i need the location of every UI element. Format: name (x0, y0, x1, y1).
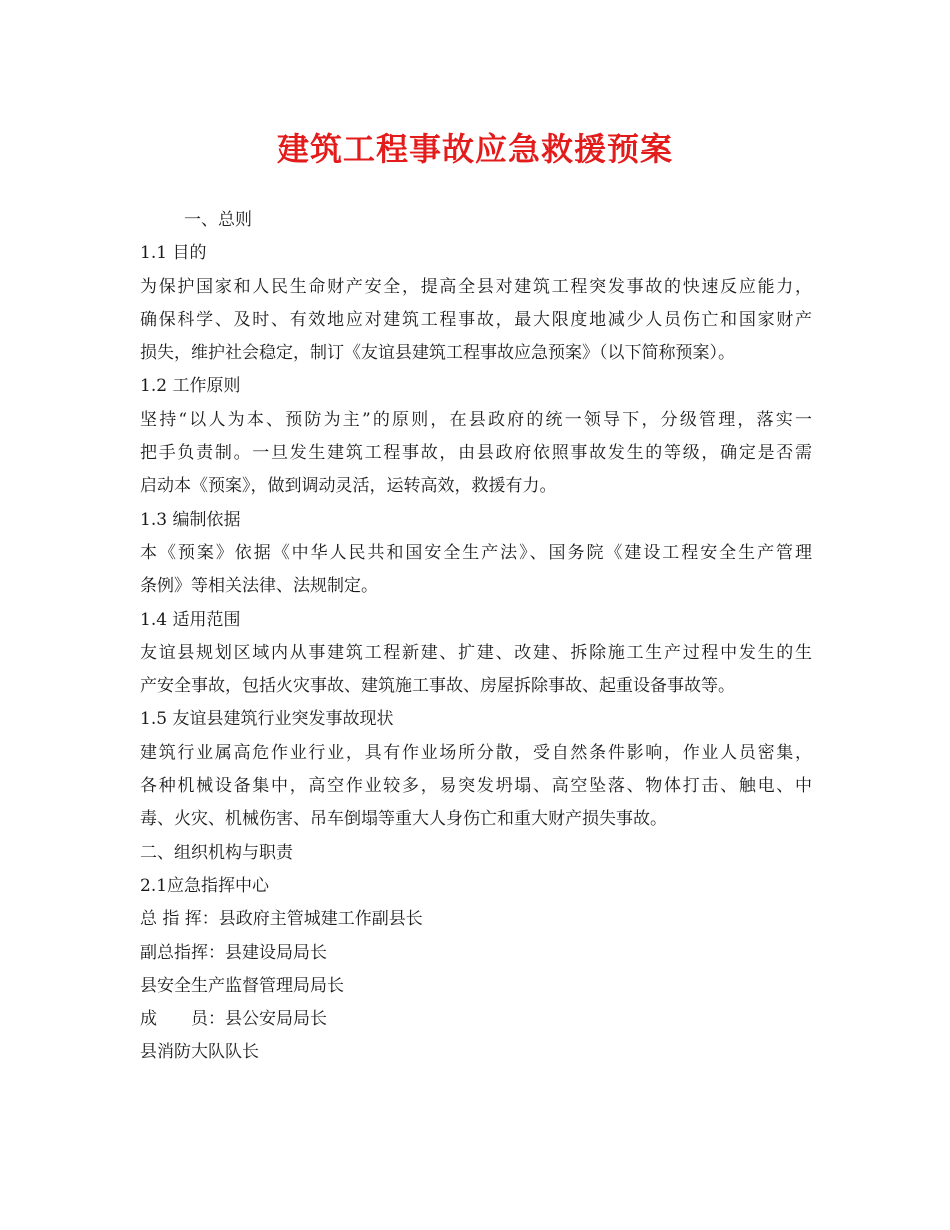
paragraph-line: 坚持“以人为本、预防为主”的原则，在县政府的统一领导下，分级管理，落实一 (140, 409, 812, 430)
paragraph-line: 毒、火灾、机械伤害、吊车倒塌等重大人身伤亡和重大财产损失事故。 (140, 809, 667, 830)
subsection-heading: 1.2 工作原则 (140, 376, 241, 397)
paragraph-line: 各种机械设备集中，高空作业较多，易突发坍塌、高空坠落、物体打击、触电、中 (140, 776, 812, 797)
paragraph-line: 产安全事故，包括火灾事故、建筑施工事故、房屋拆除事故、起重设备事故等。 (140, 676, 735, 697)
subsection-heading: 2.1应急指挥中心 (140, 875, 270, 896)
roster-line: 县安全生产监督管理局局长 (140, 975, 344, 996)
roster-line: 总 指 挥：县政府主管城建工作副县长 (140, 909, 423, 930)
subsection-heading: 1.1 目的 (140, 243, 207, 264)
paragraph-line: 确保科学、及时、有效地应对建筑工程事故，最大限度地减少人员伤亡和国家财产 (140, 309, 812, 330)
subsection-heading: 1.4 适用范围 (140, 609, 241, 630)
paragraph-line: 本《预案》依据《中华人民共和国安全生产法》、国务院《建设工程安全生产管理 (140, 542, 812, 563)
paragraph-line: 建筑行业属高危作业行业，具有作业场所分散，受自然条件影响，作业人员密集， (140, 742, 812, 763)
paragraph-line: 为保护国家和人民生命财产安全，提高全县对建筑工程突发事故的快速反应能力， (140, 276, 812, 297)
subsection-heading: 1.3 编制依据 (140, 509, 241, 530)
section-heading: 二、组织机构与职责 (140, 842, 293, 863)
paragraph-line: 友谊县规划区域内从事建筑工程新建、扩建、改建、拆除施工生产过程中发生的生 (140, 642, 812, 663)
paragraph-line: 条例》等相关法律、法规制定。 (140, 576, 378, 597)
paragraph-line: 启动本《预案》，做到调动灵活，运转高效，救援有力。 (140, 476, 557, 497)
paragraph-line: 损失，维护社会稳定，制订《友谊县建筑工程事故应急预案》（以下简称预案）。 (140, 343, 735, 364)
paragraph-line: 把手负责制。一旦发生建筑工程事故，由县政府依照事故发生的等级，确定是否需 (140, 443, 812, 464)
document-body (140, 204, 812, 1070)
roster-line: 成 员：县公安局局长 (140, 1009, 327, 1030)
roster-line: 副总指挥：县建设局局长 (140, 942, 327, 963)
document-title: 建筑工程事故应急救援预案 (276, 130, 673, 168)
subsection-heading: 1.5 友谊县建筑行业突发事故现状 (140, 709, 394, 730)
roster-line: 县消防大队队长 (140, 1042, 259, 1063)
section-heading: 一、总则 (184, 210, 252, 230)
